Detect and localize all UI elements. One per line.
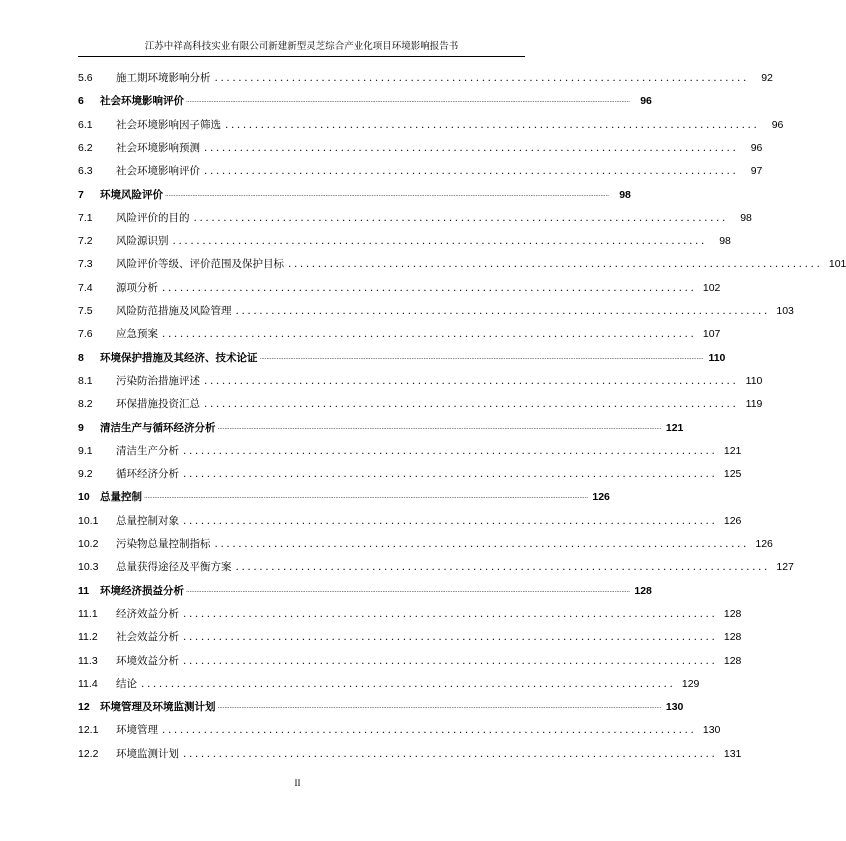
- toc-dot-leader: ..........................................................................................: [183, 468, 718, 481]
- toc-entry-title: 总量控制: [100, 491, 142, 504]
- toc-entry-title: 总量控制对象: [116, 514, 179, 527]
- toc-section-row[interactable]: [78, 112, 784, 132]
- toc-entry-title: 清洁生产与循环经济分析: [100, 421, 216, 434]
- toc-page-number: 126: [723, 514, 742, 527]
- toc-entry-number: 8.1: [78, 374, 93, 387]
- toc-section-row[interactable]: [78, 135, 763, 155]
- toc-page-number: 96: [640, 95, 652, 108]
- toc-section-row[interactable]: [78, 275, 721, 295]
- toc-chapter-row[interactable]: [78, 182, 631, 202]
- toc-dot-leader: ..........................................................................................: [193, 211, 728, 224]
- toc-entry-title: 社会环境影响预测: [116, 141, 200, 154]
- toc-entry-title: 环保措施投资汇总: [116, 398, 200, 411]
- toc-dot-leader: ....................................................................................................................................................................................................................................................................: [144, 493, 588, 501]
- toc-page-number: 121: [723, 444, 742, 457]
- toc-entry-title: 源项分析: [116, 281, 158, 294]
- toc-dot-leader: ..........................................................................................: [183, 654, 718, 667]
- toc-section-row[interactable]: [78, 205, 752, 225]
- toc-entry-number: 9.2: [78, 468, 93, 481]
- toc-entry-title: 经济效益分析: [116, 607, 179, 620]
- toc-dot-leader: ..........................................................................................: [288, 258, 823, 271]
- toc-page-number: 121: [665, 421, 684, 434]
- toc-entry-title: 环境管理及环境监测计划: [100, 701, 216, 714]
- toc-page-number: 107: [702, 328, 721, 341]
- toc-entry-number: 11.1: [78, 607, 98, 620]
- toc-section-row[interactable]: [78, 321, 721, 341]
- toc-chapter-row[interactable]: [78, 694, 684, 714]
- toc-entry-title: 施工期环境影响分析: [116, 72, 211, 84]
- toc-dot-leader: ..........................................................................................: [235, 561, 770, 574]
- toc-page-number: 110: [708, 351, 726, 364]
- toc-section-row[interactable]: [78, 461, 742, 481]
- toc-entry-number: 7.6: [78, 328, 93, 341]
- toc-entry-number: 9: [78, 421, 84, 434]
- toc-page-number: 96: [771, 118, 784, 131]
- toc-dot-leader: ..........................................................................................: [141, 677, 676, 690]
- page-number: II: [294, 778, 301, 788]
- toc-entry-number: 7: [78, 188, 84, 201]
- toc-page-number: 128: [634, 584, 652, 597]
- toc-section-row[interactable]: [78, 298, 794, 318]
- toc-dot-leader: ..........................................................................................: [183, 747, 718, 760]
- toc-entry-number: 11: [78, 584, 90, 597]
- toc-section-row[interactable]: [78, 531, 773, 551]
- toc-section-row[interactable]: [78, 438, 742, 458]
- toc-dot-leader: ....................................................................................................................................................................................................................................................................: [217, 703, 662, 711]
- toc-section-row[interactable]: [78, 741, 742, 761]
- toc-entry-number: 10.3: [78, 561, 99, 574]
- toc-section-row[interactable]: [78, 158, 763, 178]
- toc-dot-leader: ..........................................................................................: [225, 118, 760, 131]
- toc-page-number: 130: [702, 724, 721, 737]
- toc-entry-number: 9.1: [78, 444, 93, 457]
- toc-section-row[interactable]: [78, 65, 773, 85]
- toc-dot-leader: ..........................................................................................: [214, 538, 749, 550]
- toc-entry-title: 总量获得途径及平衡方案: [116, 561, 232, 574]
- toc-section-row[interactable]: [78, 391, 763, 411]
- toc-entry-number: 12.2: [78, 747, 99, 760]
- toc-page-number: 128: [723, 654, 742, 667]
- toc-page-number: 128: [723, 607, 742, 620]
- toc-page-number: 127: [776, 561, 794, 574]
- toc-dot-leader: ..........................................................................................: [162, 281, 697, 294]
- toc-page-number: 98: [719, 235, 731, 248]
- toc-entry-title: 清洁生产分析: [116, 444, 179, 457]
- toc-dot-leader: ..........................................................................................: [214, 72, 749, 84]
- toc-entry-number: 12: [78, 701, 90, 714]
- toc-section-row[interactable]: [78, 554, 794, 574]
- toc-entry-number: 8: [78, 351, 84, 364]
- toc-entry-number: 7.4: [78, 281, 93, 294]
- toc-dot-leader: ..........................................................................................: [235, 305, 770, 317]
- toc-dot-leader: ....................................................................................................................................................................................................................................................................: [259, 353, 704, 361]
- toc-entry-number: 11.2: [78, 631, 98, 644]
- toc-entry-title: 应急预案: [116, 328, 158, 341]
- toc-section-row[interactable]: [78, 228, 731, 248]
- toc-dot-leader: ..........................................................................................: [204, 141, 739, 154]
- toc-entry-title: 风险评价的目的: [116, 211, 190, 224]
- toc-entry-number: 10.2: [78, 538, 99, 550]
- toc-chapter-row[interactable]: [78, 345, 726, 365]
- toc-page-number: 131: [723, 747, 742, 760]
- toc-entry-number: 7.1: [78, 211, 93, 224]
- toc-page-number: 119: [745, 398, 763, 411]
- toc-entry-title: 循环经济分析: [116, 468, 179, 481]
- toc-dot-leader: ..........................................................................................: [183, 514, 718, 527]
- toc-entry-title: 污染防治措施评述: [116, 374, 200, 387]
- toc-section-row[interactable]: [78, 648, 742, 668]
- toc-entry-number: 8.2: [78, 398, 93, 411]
- toc-entry-title: 环境管理: [116, 724, 158, 737]
- toc-entry-number: 11.3: [78, 654, 98, 667]
- toc-entry-number: 7.3: [78, 258, 93, 271]
- toc-chapter-row[interactable]: [78, 578, 652, 598]
- toc-section-row[interactable]: [78, 601, 742, 621]
- toc-page-number: 126: [592, 491, 610, 504]
- toc-dot-leader: ..........................................................................................: [183, 631, 718, 644]
- toc-entry-title: 环境经济损益分析: [100, 584, 184, 597]
- toc-page-number: 92: [761, 72, 773, 84]
- toc-entry-title: 社会效益分析: [116, 631, 179, 644]
- toc-entry-number: 7.5: [78, 305, 93, 317]
- toc-dot-leader: ....................................................................................................................................................................................................................................................................: [217, 423, 662, 431]
- toc-dot-leader: ....................................................................................................................................................................................................................................................................: [186, 97, 630, 105]
- toc-entry-number: 11.4: [78, 677, 98, 690]
- toc-page-number: 110: [745, 374, 763, 387]
- toc-dot-leader: ..........................................................................................: [162, 724, 697, 737]
- toc-page-number: 126: [755, 538, 773, 550]
- toc-entry-number: 10: [78, 491, 90, 504]
- toc-page-number: 101: [828, 258, 846, 271]
- toc-dot-leader: ..........................................................................................: [172, 235, 707, 248]
- toc-entry-title: 社会环境影响评价: [100, 95, 184, 108]
- toc-entry-title: 环境效益分析: [116, 654, 179, 667]
- toc-page-number: 98: [619, 188, 631, 201]
- toc-page-number: 130: [665, 701, 684, 714]
- toc-entry-number: 10.1: [78, 514, 99, 527]
- toc-page-number: 103: [776, 305, 794, 317]
- toc-entry-number: 6.2: [78, 141, 93, 154]
- toc-dot-leader: ..........................................................................................: [183, 607, 718, 620]
- toc-dot-leader: ..........................................................................................: [204, 165, 739, 178]
- toc-chapter-row[interactable]: [78, 484, 610, 504]
- toc-dot-leader: ..........................................................................................: [204, 398, 739, 411]
- toc-entry-number: 6.3: [78, 165, 93, 178]
- page-header: 江苏中祥高科技实业有限公司新建新型灵芝综合产业化项目环境影响报告书: [78, 40, 525, 57]
- toc-entry-title: 环境保护措施及其经济、技术论证: [100, 351, 258, 364]
- toc-entry-number: 5.6: [78, 72, 93, 84]
- toc-chapter-row[interactable]: [78, 415, 684, 435]
- toc-entry-number: 12.1: [78, 724, 99, 737]
- toc-dot-leader: ..........................................................................................: [162, 328, 697, 341]
- toc-entry-title: 环境监测计划: [116, 747, 179, 760]
- toc-section-row[interactable]: [78, 368, 763, 388]
- toc-entry-number: 6.1: [78, 118, 93, 131]
- toc-section-row[interactable]: [78, 671, 700, 691]
- toc-entry-title: 风险防范措施及风险管理: [116, 305, 232, 317]
- toc-dot-leader: ..........................................................................................: [204, 374, 739, 387]
- toc-entry-title: 污染物总量控制指标: [116, 538, 211, 550]
- toc-entry-title: 风险评价等级、评价范围及保护目标: [116, 258, 284, 271]
- toc-entry-title: 环境风险评价: [100, 188, 163, 201]
- toc-dot-leader: ....................................................................................................................................................................................................................................................................: [165, 190, 609, 198]
- toc-entry-title: 风险源识别: [116, 235, 169, 248]
- toc-page-number: 125: [723, 468, 742, 481]
- toc-entry-title: 结论: [116, 677, 137, 690]
- toc-entry-number: 7.2: [78, 235, 93, 248]
- toc-section-row[interactable]: [78, 251, 846, 271]
- toc-section-row[interactable]: [78, 624, 742, 644]
- toc-section-row[interactable]: [78, 508, 742, 528]
- toc-page-number: 102: [702, 281, 721, 294]
- toc-entry-title: 社会环境影响评价: [116, 165, 200, 178]
- toc-page-number: 129: [681, 677, 700, 690]
- toc-page-number: 98: [740, 211, 752, 224]
- toc-entry-title: 社会环境影响因子筛选: [116, 118, 221, 131]
- toc-dot-leader: ..........................................................................................: [183, 444, 718, 457]
- toc-entry-number: 6: [78, 95, 84, 108]
- toc-page-number: 128: [723, 631, 742, 644]
- toc-dot-leader: ....................................................................................................................................................................................................................................................................: [186, 586, 630, 594]
- toc-page-number: 96: [750, 141, 763, 154]
- toc-section-row[interactable]: [78, 717, 721, 737]
- toc-page-number: 97: [750, 165, 763, 178]
- toc-chapter-row[interactable]: [78, 88, 652, 108]
